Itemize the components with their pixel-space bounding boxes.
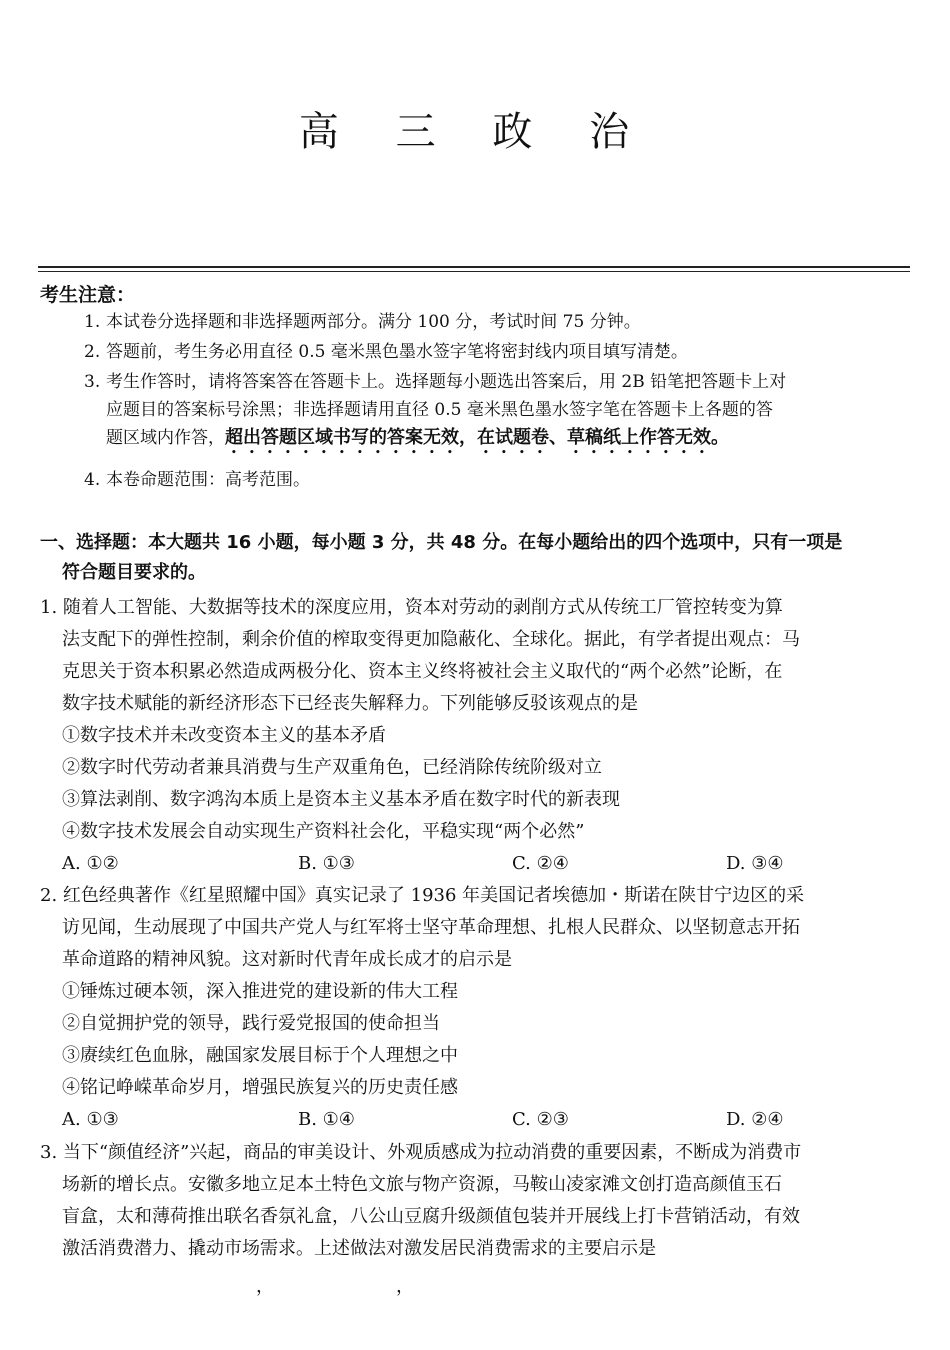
choice-d: D. ③④ [726,853,784,874]
choice-d: D. ②④ [726,1109,784,1130]
notice-heading: 考生注意： [40,284,136,306]
comma-mark: ， [256,1276,274,1297]
notice-number: 4. [84,470,101,490]
question-stem-line: 2. 红色经典著作《红星照耀中国》真实记录了 1936 年美国记者埃德加・斯诺在陕甘宁边区的采 [40,885,805,906]
notice-item-3 [84,368,914,458]
statement-option: ②自觉拥护党的领导，践行爱党报国的使命担当 [62,1013,440,1034]
question-stem-line: 场新的增长点。安徽多地立足本土特色文旅与物产资源，马鞍山凌家滩文创打造高颜值玉石 [62,1174,782,1195]
notice-item-2 [84,338,914,366]
notice-text: 答题前，考生务必用直径 0.5 毫米黑色墨水签字笔将密封线内项目填写清楚。 [106,342,688,362]
question-stem-line: 数字技术赋能的新经济形态下已经丧失解释力。下列能够反驳该观点的是 [62,693,638,714]
header-rule-thick [38,266,910,268]
notice-text: 本试卷分选择题和非选择题两部分。满分 100 分，考试时间 75 分钟。 [106,312,641,332]
statement-option: ②数字时代劳动者兼具消费与生产双重角色，已经消除传统阶级对立 [62,757,602,778]
answer-choices [40,1104,915,1136]
statement-option: ③算法剥削、数字鸿沟本质上是资本主义基本矛盾在数字时代的新表现 [62,789,620,810]
choice-c: C. ②④ [512,853,569,874]
question-stem-line: 访见闻，生动展现了中国共产党人与红军将士坚守革命理想、扎根人民群众、以坚韧意志开拓 [62,917,800,938]
question-stem-line: 激活消费潜力、撬动市场需求。上述做法对激发居民消费需求的主要启示是 [62,1238,656,1259]
question-stem-line: 1. 随着人工智能、大数据等技术的深度应用，资本对劳动的剥削方式从传统工厂管控转变为算 [40,597,783,618]
notice-text-line: 题区域内作答， [106,428,225,448]
choice-b: B. ①④ [298,1109,355,1130]
statement-option: ①数字技术并未改变资本主义的基本矛盾 [62,725,386,746]
notice-number: 1. [84,312,101,332]
question-stem-line: 法支配下的弹性控制，剩余价值的榨取变得更加隐蔽化、全球化。据此，有学者提出观点：马 [62,629,800,650]
notice-number: 3. [84,372,101,392]
comma-mark: ， [396,1276,414,1297]
statement-option: ④铭记峥嵘革命岁月，增强民族复兴的历史责任感 [62,1077,458,1098]
statement-option: ④数字技术发展会自动实现生产资料社会化，平稳实现“两个必然” [62,821,585,842]
notice-text: 本卷命题范围：高考范围。 [106,470,310,490]
question-stem-line: 3. 当下“颜值经济”兴起，商品的审美设计、外观质感成为拉动消费的重要因素，不断成为消费市 [40,1142,802,1163]
choice-b: B. ①③ [298,853,355,874]
question-2 [40,880,915,1136]
notice-emphasis: 超出答题区域书写的答案无效，在试题卷、草稿纸上作答无效。 [225,427,729,448]
section-heading [40,528,920,588]
page-title: 高 三 政 治 [298,109,652,155]
choice-a: A. ①③ [62,1109,119,1130]
question-stem-line: 克思关于资本积累必然造成两极分化、资本主义终将被社会主义取代的“两个必然”论断，在 [62,661,783,682]
question-stem-line: 革命道路的精神风貌。这对新时代青年成长成才的启示是 [62,949,512,970]
notice-text-line: 考生作答时，请将答案答在答题卡上。选择题每小题选出答案后，用 2B 铅笔把答题卡上对 [106,372,787,392]
notice-item-1 [84,308,914,336]
statement-option: ③赓续红色血脉，融国家发展目标于个人理想之中 [62,1045,458,1066]
header-rule-thin [38,271,910,272]
section-heading-line: 符合题目要求的。 [62,562,206,583]
choice-a: A. ①② [62,853,119,874]
question-1 [40,592,915,880]
notice-text-line: 应题目的答案标号涂黑；非选择题请用直径 0.5 毫米黑色墨水签字笔在答题卡上各题的答 [106,400,773,420]
question-stem-line: 盲盒，太和薄荷推出联名香氛礼盒，八公山豆腐升级颜值包装并开展线上打卡营销活动，有效 [62,1206,800,1227]
question-3 [40,1137,915,1265]
choice-c: C. ②③ [512,1109,569,1130]
answer-choices [40,848,915,880]
trailing-marks [0,1272,950,1302]
notice-item-4 [84,466,914,494]
notice-number: 2. [84,342,101,362]
statement-option: ①锤炼过硬本领，深入推进党的建设新的伟大工程 [62,981,458,1002]
section-heading-line: 一、选择题：本大题共 16 小题，每小题 3 分，共 48 分。在每小题给出的四个选项中，只有一项是 [40,532,843,553]
